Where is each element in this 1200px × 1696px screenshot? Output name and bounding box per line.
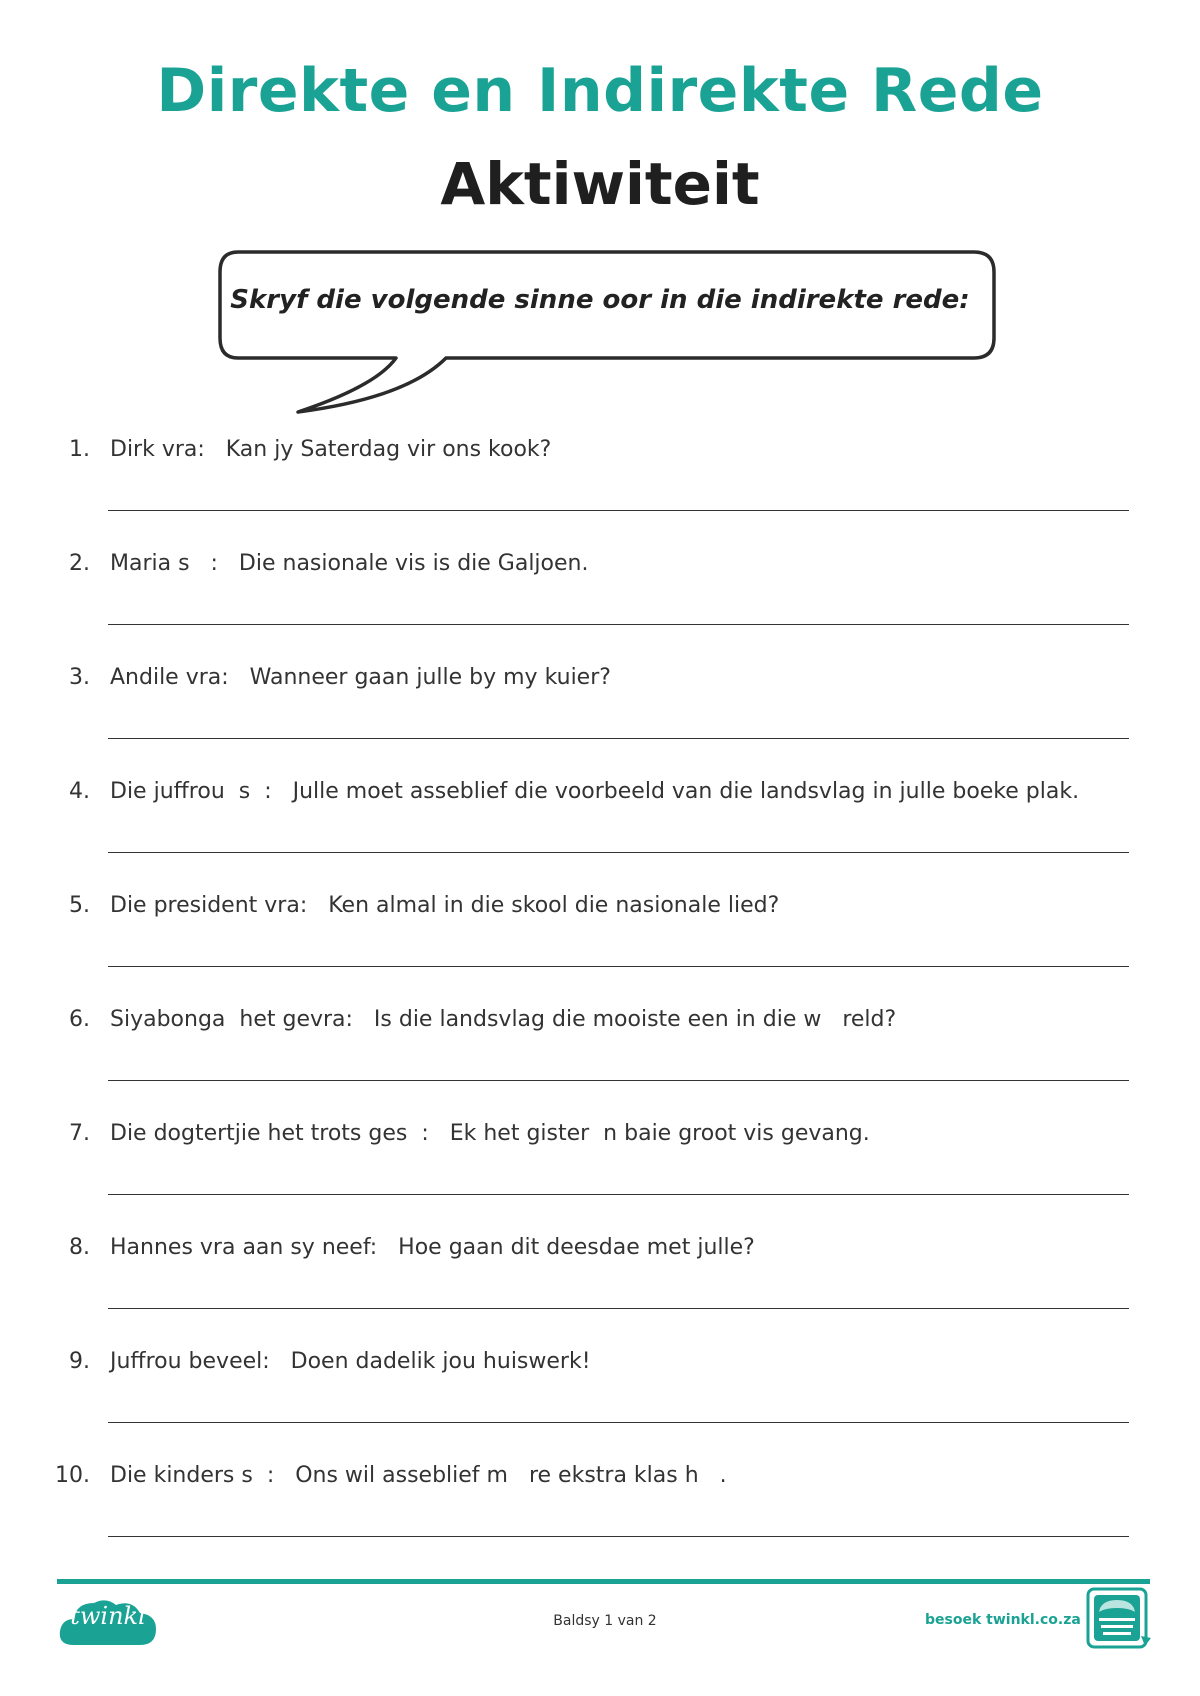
answer-line[interactable] [108, 510, 1129, 511]
answer-line[interactable] [108, 738, 1129, 739]
answer-line[interactable] [108, 1536, 1129, 1537]
question-text: Die juffrou s : Julle moet asseblief die voorbeeld van die landsvlag in julle boeke plak. [110, 779, 1080, 804]
twinkl-logo[interactable]: twinkl [70, 1602, 146, 1630]
question-text: Dirk vra: Kan jy Saterdag vir ons kook? [110, 437, 552, 462]
question-number: 3. [69, 665, 90, 690]
question-text: Die kinders s : Ons wil asseblief m re ekstra klas h . [110, 1463, 727, 1488]
page-number: Baldsy 1 van 2 [553, 1613, 657, 1629]
question-number: 4. [69, 779, 90, 804]
answer-line[interactable] [108, 624, 1129, 625]
question-text: Siyabonga het gevra: Is die landsvlag die mooiste een in die w reld? [110, 1007, 897, 1032]
page-title: Direkte en Indirekte Rede [156, 56, 1044, 126]
question-number: 6. [69, 1007, 90, 1032]
question-item [0, 551, 1200, 651]
website-link[interactable]: besoek twinkl.co.za [925, 1612, 1081, 1628]
question-item [0, 1235, 1200, 1335]
answer-line[interactable] [108, 966, 1129, 967]
answer-line[interactable] [108, 1422, 1129, 1423]
question-text: Hannes vra aan sy neef: Hoe gaan dit deesdae met julle? [110, 1235, 755, 1260]
question-item [0, 1121, 1200, 1221]
instruction-text: Skryf die volgende sinne oor in die indirekte rede: [230, 285, 970, 315]
footer-divider [57, 1579, 1150, 1584]
quality-badge-icon [1085, 1586, 1155, 1652]
answer-line[interactable] [108, 1080, 1129, 1081]
question-text: Andile vra: Wanneer gaan julle by my kuier? [110, 665, 611, 690]
speech-bubble [216, 248, 998, 424]
question-item [0, 1349, 1200, 1449]
answer-line[interactable] [108, 852, 1129, 853]
page-subtitle: Aktiwiteit [440, 150, 760, 218]
question-text: Die dogtertjie het trots ges : Ek het gister n baie groot vis gevang. [110, 1121, 870, 1146]
question-text: Die president vra: Ken almal in die skool die nasionale lied? [110, 893, 780, 918]
question-item [0, 665, 1200, 765]
question-text: Juffrou beveel: Doen dadelik jou huiswerk! [110, 1349, 591, 1374]
question-item [0, 1463, 1200, 1563]
question-item [0, 779, 1200, 879]
question-number: 2. [69, 551, 90, 576]
question-number: 7. [69, 1121, 90, 1146]
question-item [0, 437, 1200, 537]
answer-line[interactable] [108, 1194, 1129, 1195]
question-number: 1. [69, 437, 90, 462]
question-number: 5. [69, 893, 90, 918]
question-number: 9. [69, 1349, 90, 1374]
question-number: 10. [55, 1463, 90, 1488]
question-number: 8. [69, 1235, 90, 1260]
answer-line[interactable] [108, 1308, 1129, 1309]
question-item [0, 1007, 1200, 1107]
question-item [0, 893, 1200, 993]
question-text: Maria s : Die nasionale vis is die Galjoen. [110, 551, 589, 576]
